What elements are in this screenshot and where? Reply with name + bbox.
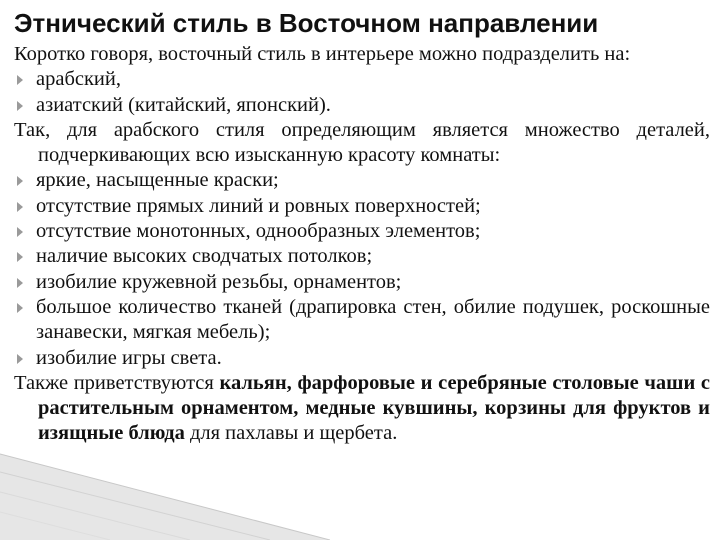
- bullet-arrow-icon: [17, 101, 23, 111]
- detail-text: яркие, насыщенные краски;: [36, 169, 279, 192]
- style-label: арабский,: [36, 68, 122, 91]
- closing-lead: Также приветствуются: [14, 371, 214, 394]
- corner-decoration: [0, 450, 330, 540]
- bullet-arrow-icon: [17, 278, 23, 288]
- bullet-arrow-icon: [17, 354, 23, 364]
- list-item: [14, 244, 710, 269]
- list-item: [14, 295, 710, 346]
- detail-text: изобилие кружевной резьбы, орнаментов;: [36, 270, 402, 293]
- bullet-arrow-icon: [17, 202, 23, 212]
- arabic-intro-text: Так, для арабского стиля определяющим является множество деталей, подчеркивающих всю изысканную красоту комнаты:: [14, 118, 710, 167]
- detail-text: изобилие игры света.: [36, 346, 222, 369]
- bullet-arrow-icon: [17, 227, 23, 237]
- detail-text: отсутствие прямых линий и ровных поверхностей;: [36, 194, 481, 217]
- detail-text: отсутствие монотонных, однообразных элементов;: [36, 220, 481, 243]
- closing-tail: для пахлавы и щербета.: [189, 422, 398, 445]
- list-item: [14, 93, 710, 118]
- bullet-arrow-icon: [17, 303, 23, 313]
- bullet-arrow-icon: [17, 252, 23, 262]
- list-item: [14, 346, 710, 371]
- closing-bold: кальян, фарфоровые и серебряные столовые чаши с растительным орнаментом, медные кувшины, корзины для фруктов и изящные блюда: [38, 371, 710, 445]
- detail-text: большое количество тканей (драпировка стен, обилие подушек, роскошные занавески, мягкая мебель);: [36, 295, 710, 344]
- list-item: [14, 168, 710, 193]
- list-item: [14, 270, 710, 295]
- slide-body: [14, 42, 710, 447]
- detail-text: наличие высоких сводчатых потолков;: [36, 245, 373, 268]
- bullet-arrow-icon: [17, 176, 23, 186]
- list-item: [14, 219, 710, 244]
- slide-title: Этнический стиль в Восточном направлении: [14, 8, 599, 38]
- intro-text: Коротко говоря, восточный стиль в интерьере можно подразделить на:: [14, 43, 631, 65]
- closing-paragraph: [14, 371, 710, 447]
- list-item: [14, 194, 710, 219]
- style-label: азиатский (китайский, японский).: [36, 93, 331, 116]
- list-item: [14, 67, 710, 92]
- bullet-arrow-icon: [17, 75, 23, 85]
